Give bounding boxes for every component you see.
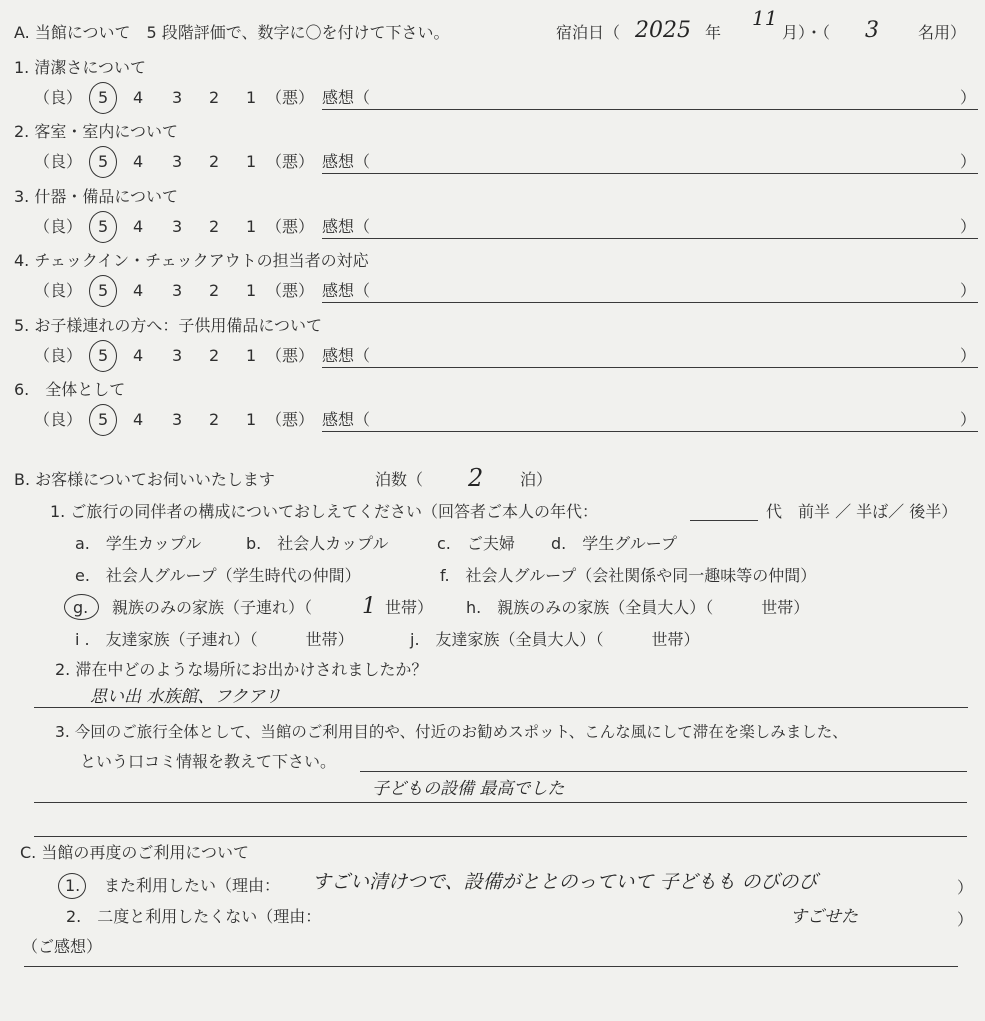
scale-bad-label: （悪） bbox=[266, 410, 315, 429]
question-label: 5. お子様連れの方へ：子供用備品について bbox=[14, 315, 323, 335]
option-1-close: ） bbox=[957, 878, 974, 897]
comment-label: 感想（ bbox=[322, 410, 371, 429]
selected-rating-circle-mark bbox=[89, 146, 117, 178]
option-b: b. 社会人カップル bbox=[246, 534, 389, 553]
scale-good-label: （良） bbox=[34, 281, 83, 301]
section-c-header: C. 当館の再度のご利用について bbox=[20, 843, 250, 862]
q2-answer: 思い出 水族館、フクアリ bbox=[90, 687, 282, 707]
scale-good-label: （良） bbox=[34, 410, 83, 429]
selected-rating-circle-mark bbox=[89, 275, 117, 307]
option-a: a. 学生カップル bbox=[75, 534, 202, 553]
comment-label: 感想（ bbox=[322, 152, 371, 172]
comment-underline bbox=[322, 238, 978, 239]
rating-option-2[interactable]: 2 bbox=[209, 345, 220, 365]
comment-underline bbox=[322, 367, 978, 368]
scale-bad-label: （悪） bbox=[266, 345, 315, 365]
stay-year-suffix: 年 bbox=[705, 23, 722, 42]
comment-underline bbox=[322, 109, 978, 110]
rating-option-5[interactable]: 5 bbox=[98, 410, 109, 429]
scale-good-label: （良） bbox=[34, 88, 83, 107]
rating-option-1[interactable]: 1 bbox=[246, 152, 257, 172]
q1-text: 1. ご旅行の同伴者の構成についておしえてください（回答者ご本人の年代： bbox=[50, 502, 599, 521]
rating-option-4[interactable]: 4 bbox=[133, 410, 144, 429]
rating-option-1[interactable]: 1 bbox=[246, 410, 257, 429]
rating-option-1[interactable]: 1 bbox=[246, 345, 257, 365]
option-d: d. 学生グループ bbox=[551, 534, 677, 553]
option-1-answer-cont: すごせた bbox=[790, 907, 858, 927]
question-label: 1. 清潔さについて bbox=[14, 58, 147, 77]
comment-close-paren: ） bbox=[960, 88, 977, 107]
rating-option-2[interactable]: 2 bbox=[209, 410, 220, 429]
selected-rating-circle-mark bbox=[89, 340, 117, 372]
scale-bad-label: （悪） bbox=[266, 281, 315, 301]
selected-rating-circle-mark bbox=[89, 82, 117, 114]
rating-option-2[interactable]: 2 bbox=[209, 216, 220, 236]
rating-option-2[interactable]: 2 bbox=[209, 88, 220, 107]
option-j: j. 友達家族（全員大人）（ 世帯） bbox=[410, 630, 700, 649]
rating-option-1[interactable]: 1 bbox=[246, 281, 257, 301]
option-1-answer: すごい清けつで、設備がととのっていて 子どもも のびのび bbox=[312, 871, 818, 893]
comment-close-paren: ） bbox=[960, 410, 977, 429]
rating-option-2[interactable]: 2 bbox=[209, 152, 220, 172]
q2-underline bbox=[34, 707, 968, 708]
rating-option-1[interactable]: 1 bbox=[246, 216, 257, 236]
comment-close-paren: ） bbox=[960, 152, 977, 172]
rating-option-3[interactable]: 3 bbox=[172, 410, 183, 429]
nights-suffix: 泊） bbox=[520, 470, 553, 489]
age-underline bbox=[690, 520, 758, 521]
q3-underline-2 bbox=[34, 802, 967, 803]
scale-good-label: （良） bbox=[34, 216, 83, 236]
option-h: h. 親族のみの家族（全員大人）（ 世帯） bbox=[466, 598, 810, 617]
q3-text-line1: 3. 今回のご旅行全体として、当館のご利用目的や、付近のお勧めスポット、こんな風にして滞在を楽しみました、 bbox=[55, 723, 848, 741]
comment-underline bbox=[322, 173, 978, 174]
stay-people-suffix: 名用） bbox=[918, 23, 967, 42]
comment-close-paren: ） bbox=[960, 345, 977, 365]
rating-option-5[interactable]: 5 bbox=[98, 152, 109, 172]
rating-option-4[interactable]: 4 bbox=[133, 88, 144, 107]
nights-label: 泊数（ bbox=[375, 470, 424, 489]
q3-answer: 子どもの設備 最高でした bbox=[372, 779, 565, 799]
option-g-suffix: 世帯） bbox=[385, 598, 434, 617]
section-a-header: A. 当館について 5 段階評価で、数字に〇を付けて下さい。 bbox=[14, 23, 450, 42]
comment-underline bbox=[322, 302, 978, 303]
stay-people: 3 bbox=[865, 18, 879, 43]
option-2-text: 2. 二度と利用したくない（理由： bbox=[66, 907, 322, 926]
rating-option-4[interactable]: 4 bbox=[133, 216, 144, 236]
rating-option-2[interactable]: 2 bbox=[209, 281, 220, 301]
question-label: 4. チェックイン・チェックアウトの担当者の対応 bbox=[14, 251, 369, 271]
stay-date-label: 宿泊日（ bbox=[556, 23, 621, 42]
comment-underline bbox=[322, 431, 978, 432]
stay-month: 11 bbox=[752, 6, 778, 30]
comment-label: 感想（ bbox=[322, 216, 371, 236]
comment-label: 感想（ bbox=[322, 345, 371, 365]
age-options: 代 前半 ／ 半ば／ 後半） bbox=[766, 502, 958, 521]
rating-option-4[interactable]: 4 bbox=[133, 281, 144, 301]
option-g: 親族のみの家族（子連れ）（ bbox=[112, 598, 313, 617]
comment-close-paren: ） bbox=[960, 281, 977, 301]
selected-rating-circle-mark bbox=[89, 211, 117, 243]
rating-option-3[interactable]: 3 bbox=[172, 88, 183, 107]
comment-label: 感想（ bbox=[322, 88, 371, 107]
question-label: 2. 客室・室内について bbox=[14, 122, 179, 142]
section-b-header: B. お客様についてお伺いいたします bbox=[14, 470, 275, 489]
scale-bad-label: （悪） bbox=[266, 88, 315, 107]
nights-value: 2 bbox=[468, 464, 484, 492]
rating-option-5[interactable]: 5 bbox=[98, 88, 109, 107]
scale-bad-label: （悪） bbox=[266, 152, 315, 172]
rating-option-5[interactable]: 5 bbox=[98, 216, 109, 236]
comment-label: 感想（ bbox=[322, 281, 371, 301]
rating-option-3[interactable]: 3 bbox=[172, 281, 183, 301]
stay-year: 2025 bbox=[635, 18, 691, 43]
impressions-underline bbox=[24, 966, 958, 967]
rating-option-4[interactable]: 4 bbox=[133, 345, 144, 365]
rating-option-5[interactable]: 5 bbox=[98, 281, 109, 301]
rating-option-3[interactable]: 3 bbox=[172, 152, 183, 172]
rating-option-4[interactable]: 4 bbox=[133, 152, 144, 172]
q2-text: 2. 滞在中どのような場所にお出かけされましたか？ bbox=[55, 660, 428, 679]
option-1-text: また利用したい（理由： bbox=[104, 876, 281, 895]
option-1-num: 1. bbox=[65, 876, 81, 895]
q3-underline-1 bbox=[360, 771, 967, 772]
scale-good-label: （良） bbox=[34, 152, 83, 172]
option-e: e. 社会人グループ（学生時代の仲間） bbox=[75, 566, 361, 585]
option-2-close: ） bbox=[957, 910, 974, 929]
option-f: f. 社会人グループ（会社関係や同一趣味等の仲間） bbox=[440, 566, 817, 585]
rating-option-3[interactable]: 3 bbox=[172, 216, 183, 236]
rating-option-3[interactable]: 3 bbox=[172, 345, 183, 365]
scale-good-label: （良） bbox=[34, 345, 83, 365]
rating-option-5[interactable]: 5 bbox=[98, 345, 109, 365]
option-g-count: 1 bbox=[362, 594, 376, 619]
impressions-label: （ご感想） bbox=[22, 937, 103, 956]
rating-option-1[interactable]: 1 bbox=[246, 88, 257, 107]
option-c: c. ご夫婦 bbox=[437, 534, 515, 553]
q3-text-line2: という口コミ情報を教えて下さい。 bbox=[80, 752, 337, 771]
question-label: 3. 什器・備品について bbox=[14, 186, 179, 206]
option-i: i . 友達家族（子連れ）（ 世帯） bbox=[75, 630, 354, 649]
option-g-letter: g. bbox=[73, 598, 89, 617]
comment-close-paren: ） bbox=[960, 216, 977, 236]
selected-rating-circle-mark bbox=[89, 404, 117, 436]
scale-bad-label: （悪） bbox=[266, 216, 315, 236]
question-label: 6. 全体として bbox=[14, 380, 126, 399]
q3-underline-3 bbox=[34, 836, 967, 837]
stay-month-suffix: 月）・（ bbox=[782, 23, 831, 42]
